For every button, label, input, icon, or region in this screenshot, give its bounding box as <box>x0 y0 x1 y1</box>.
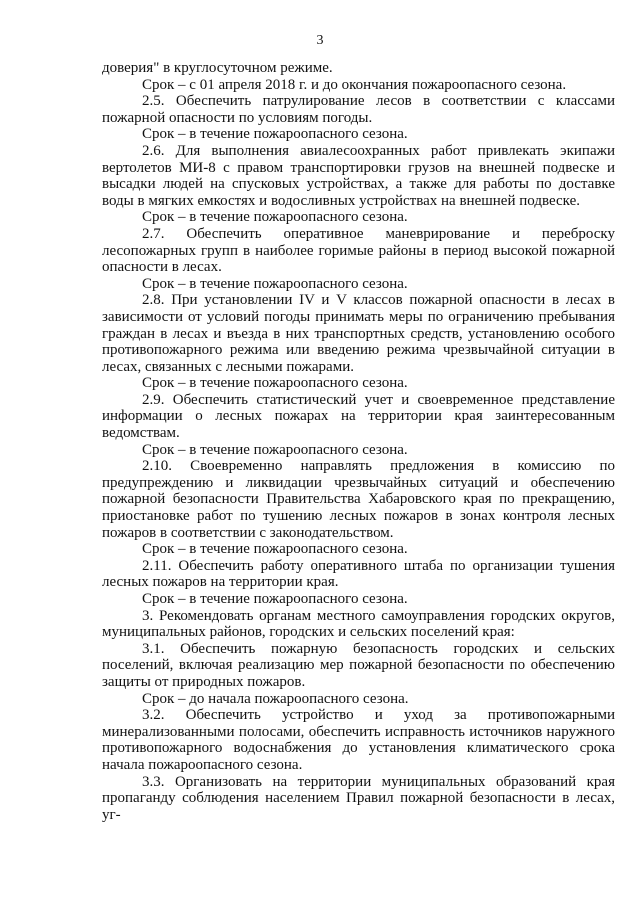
paragraph: 2.9. Обеспечить статистический учет и своевременное представление информации о лесных пожарах на территории края заинтересованным ведомствам. <box>102 391 615 442</box>
paragraph: 3.2. Обеспечить устройство и уход за противопожарными минерализованными полосами, обеспечить исправность источников наружного противопожарного водоснабжения до установления климатического срока начала пожароопасного сезона. <box>102 707 615 773</box>
document-body <box>102 60 615 823</box>
paragraph: Срок – в течение пожароопасного сезона. <box>142 209 408 226</box>
paragraph: Срок – в течение пожароопасного сезона. <box>142 375 408 392</box>
paragraph: 3.1. Обеспечить пожарную безопасность городских и сельских поселений, включая реализацию мер пожарной безопасности по обеспечению защиты от природных пожаров. <box>102 640 615 690</box>
paragraph: 2.11. Обеспечить работу оперативного штаба по организации тушения лесных пожаров на территории края. <box>102 557 615 591</box>
paragraph: 2.8. При установлении IV и V классов пожарной опасности в лесах в зависимости от условий погоды принимать меры по ограничению пребывания граждан в лесах и въезда в них транспортных средств, установлению особого противопожарного режима или введению режима чрезвычайной ситуации в лесах, связанных с лесными пожарами. <box>102 292 615 375</box>
paragraph: 2.6. Для выполнения авиалесоохранных работ привлекать экипажи вертолетов МИ-8 с правом транспортировки грузов на внешней подвеске и высадки людей на спусковых устройствах, а также для работы по доставке воды в мягких емкостях и водосливных устройствах на внешней подвеске. <box>102 142 615 209</box>
page-number: 3 <box>316 33 324 48</box>
paragraph: 2.7. Обеспечить оперативное маневрирование и переброску лесопожарных групп в наиболее горимые районы в период высокой пожарной опасности в лесах. <box>102 225 615 276</box>
paragraph: 3.3. Организовать на территории муниципальных образований края пропаганду соблюдения населением Правил пожарной безопасности в лесах, уг- <box>102 773 615 823</box>
paragraph: доверия" в круглосуточном режиме. <box>102 60 333 76</box>
paragraph: Срок – в течение пожароопасного сезона. <box>142 541 408 558</box>
paragraph: 3. Рекомендовать органам местного самоуправления городских округов, муниципальных районов, городских и сельских поселений края: <box>102 607 615 641</box>
paragraph: Срок – с 01 апреля 2018 г. и до окончания пожароопасного сезона. <box>142 76 567 93</box>
paragraph: Срок – в течение пожароопасного сезона. <box>142 441 408 458</box>
paragraph: Срок – в течение пожароопасного сезона. <box>142 126 408 143</box>
paragraph: 2.10. Своевременно направлять предложения в комиссию по предупреждению и ликвидации чрезвычайных ситуаций и обеспечению пожарной безопасности Правительства Хабаровского края по прекращению, приостановке работ по тушению лесных пожаров в зонах контроля лесных пожаров в соответствии с законодательством. <box>102 458 615 541</box>
paragraph: 2.5. Обеспечить патрулирование лесов в соответствии с классами пожарной опасности по условиям погоды. <box>102 93 615 126</box>
paragraph: Срок – в течение пожароопасного сезона. <box>142 591 408 607</box>
paragraph: Срок – до начала пожароопасного сезона. <box>142 690 409 707</box>
paragraph: Срок – в течение пожароопасного сезона. <box>142 275 408 292</box>
